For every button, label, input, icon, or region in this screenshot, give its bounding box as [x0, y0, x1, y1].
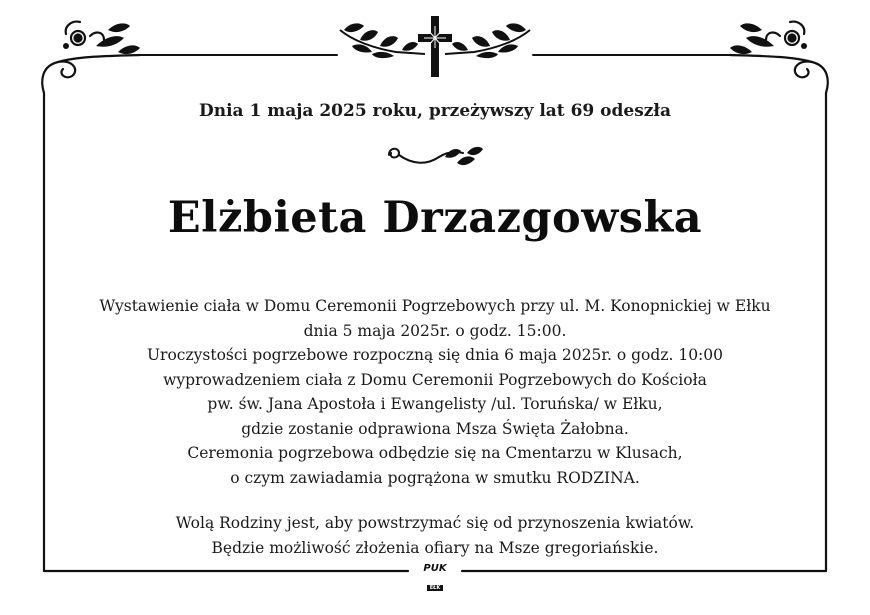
corner-ornament-right	[730, 22, 828, 93]
leaf-swirl-divider	[383, 143, 487, 173]
ceremony-details	[40, 294, 830, 490]
laurel-left	[340, 23, 425, 58]
detail-line: pw. św. Jana Apostoła i Ewangelisty /ul. Toruńska/ w Ełku,	[207, 395, 663, 413]
detail-line: Ceremonia pogrzebowa odbędzie się na Cmentarzu w Klusach,	[187, 444, 683, 462]
deceased-name: Elżbieta Drzazgowska	[167, 193, 703, 243]
detail-line: gdzie zostanie odprawiona Msza Święta Żałobna.	[241, 419, 629, 438]
funeral-home-logo	[414, 564, 456, 593]
family-request-note	[40, 511, 830, 560]
detail-line: Wystawienie ciała w Domu Ceremonii Pogrzebowych przy ul. M. Konopnickiej w Ełku	[99, 297, 771, 315]
logo-sub-text: EŁK	[427, 585, 444, 591]
note-line: Będzie możliwość złożenia ofiary na Msze gregoriańskie.	[211, 538, 659, 557]
detail-line: Uroczystości pogrzebowe rozpoczną się dnia 6 maja 2025r. o godz. 10:00	[146, 346, 724, 364]
logo-main-text: PUK	[423, 563, 447, 574]
corner-ornament-left	[42, 22, 140, 93]
detail-line: wyprowadzeniem ciała z Domu Ceremonii Pogrzebowych do Kościoła	[163, 370, 707, 389]
detail-line: o czym zawiadamia pogrążona w smutku RODZINA.	[230, 468, 640, 487]
cross-icon	[418, 16, 452, 77]
death-announcement-heading: Dnia 1 maja 2025 roku, przeżywszy lat 69 odeszła	[199, 101, 671, 121]
note-line: Wolą Rodziny jest, aby powstrzymać się od przynoszenia kwiatów.	[175, 514, 695, 532]
laurel-right	[445, 23, 530, 58]
detail-line: dnia 5 maja 2025r. o godz. 15:00.	[303, 321, 567, 340]
